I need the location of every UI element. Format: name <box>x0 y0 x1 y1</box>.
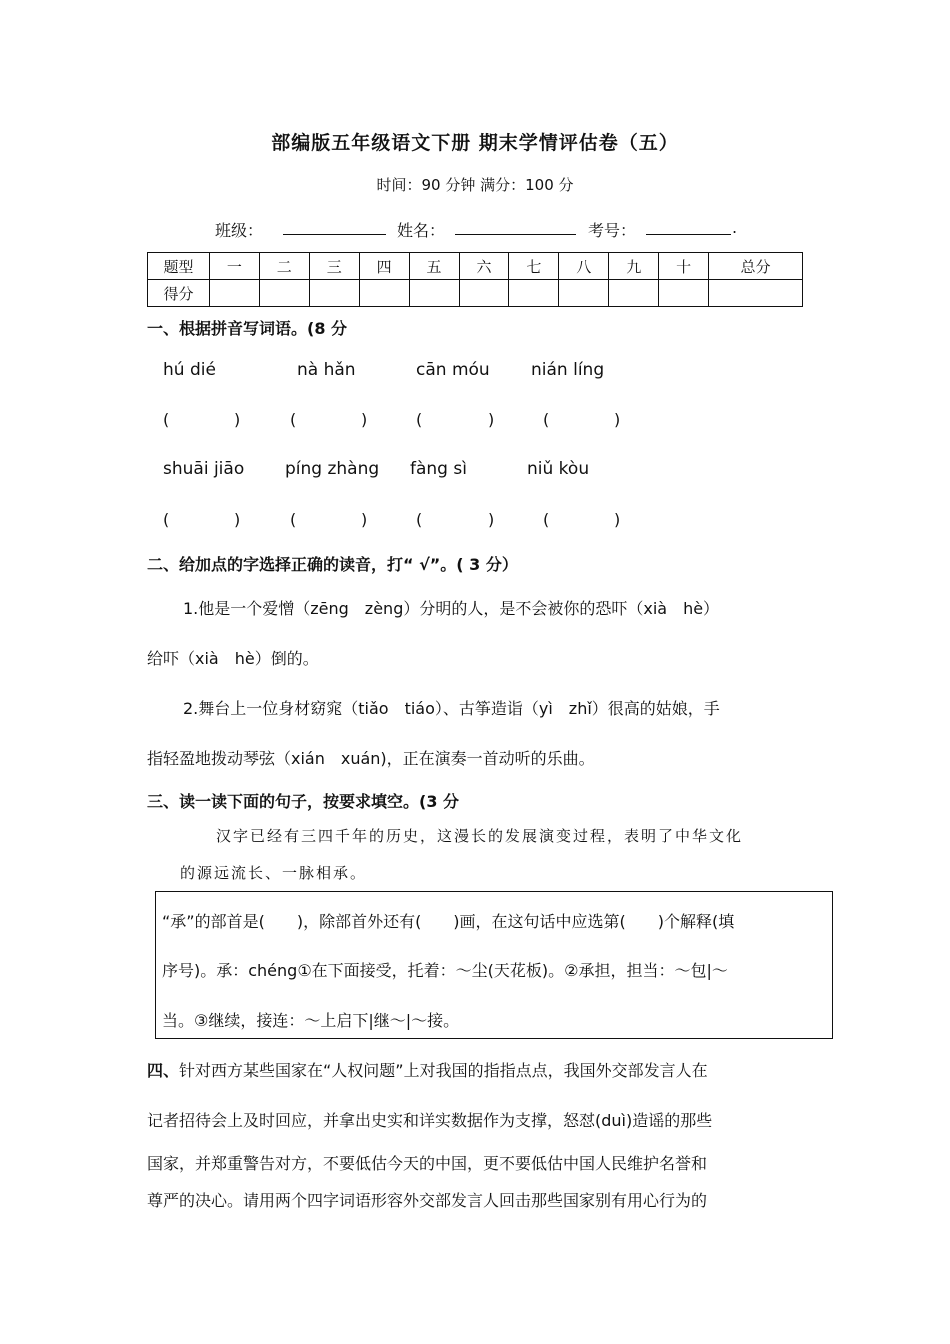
score-cell[interactable] <box>509 280 559 307</box>
answer-close-paren: ) <box>614 410 621 429</box>
answer-close-paren: ) <box>614 510 621 529</box>
section4-label: 四、 <box>147 1061 180 1080</box>
column-header: 十 <box>659 253 709 280</box>
section1-heading: 一、根据拼音写词语。(8 分 <box>147 319 348 338</box>
score-cell[interactable] <box>359 280 409 307</box>
passage-line: 汉字已经有三四千年的历史，这漫长的发展演变过程，表明了中华文化 <box>216 827 744 845</box>
column-header: 四 <box>359 253 409 280</box>
pinyin-item: nián líng <box>531 360 605 380</box>
answer-close-paren: ) <box>488 510 495 529</box>
pinyin-item: nà hǎn <box>297 360 356 380</box>
passage-line: 的源远流长、一脉相承。 <box>180 864 368 882</box>
score-cell[interactable] <box>459 280 509 307</box>
score-cell[interactable] <box>709 280 803 307</box>
answer-close-paren: ) <box>488 410 495 429</box>
answer-open-paren: ( <box>416 410 423 429</box>
pinyin-item: hú dié <box>163 360 216 380</box>
section3-heading: 三、读一读下面的句子，按要求填空。(3 分 <box>147 792 460 811</box>
score-cell[interactable] <box>659 280 709 307</box>
name-label: 姓名： <box>397 221 446 240</box>
answer-close-paren: ) <box>234 410 241 429</box>
column-header: 三 <box>309 253 359 280</box>
box-line: 序号)。承：chéng①在下面接受，托着：～尘(天花板)。②承担，担当：～包|～ <box>162 961 728 980</box>
score-cell[interactable] <box>559 280 609 307</box>
pinyin-item: fàng sì <box>410 459 467 479</box>
answer-open-paren: ( <box>163 510 170 529</box>
exam-time-score: 时间：90 分钟 满分：100 分 <box>376 176 574 194</box>
answer-open-paren: ( <box>290 410 297 429</box>
id-end: . <box>732 218 738 237</box>
answer-close-paren: ) <box>361 410 368 429</box>
answer-open-paren: ( <box>163 410 170 429</box>
score-cell[interactable] <box>609 280 659 307</box>
answer-close-paren: ) <box>234 510 241 529</box>
column-header: 七 <box>509 253 559 280</box>
pinyin-item: píng zhàng <box>285 459 380 479</box>
question-line: 1.他是一个爱憎（zēng zèng）分明的人，是不会被你的恐吓（xià hè） <box>183 599 720 618</box>
score-cell[interactable] <box>259 280 309 307</box>
section4-line: 记者招待会上及时回应，并拿出史实和详实数据作为支撑，怒怼(duì)造谣的那些 <box>147 1111 713 1130</box>
pinyin-item: shuāi jiāo <box>163 459 245 479</box>
section2-heading: 二、给加点的字选择正确的读音，打“ √”。( 3 分） <box>147 555 518 574</box>
score-cell[interactable] <box>309 280 359 307</box>
section4-paragraph <box>147 1058 708 1081</box>
answer-open-paren: ( <box>290 510 297 529</box>
id-blank[interactable] <box>646 218 731 235</box>
answer-open-paren: ( <box>543 410 550 429</box>
score-cell[interactable] <box>409 280 459 307</box>
answer-open-paren: ( <box>543 510 550 529</box>
class-blank[interactable] <box>283 218 386 235</box>
column-header: 二 <box>259 253 309 280</box>
column-header: 八 <box>559 253 609 280</box>
question-line: 指轻盈地拨动琴弦（xián xuán)，正在演奏一首动听的乐曲。 <box>147 749 595 768</box>
row-label: 得分 <box>148 280 210 307</box>
id-label: 考号： <box>588 221 637 240</box>
column-header: 总分 <box>709 253 803 280</box>
column-header: 一 <box>209 253 259 280</box>
pinyin-item: cān móu <box>416 360 490 380</box>
score-table <box>147 252 803 307</box>
score-cell[interactable] <box>209 280 259 307</box>
question-line: 2.舞台上一位身材窈窕（tiǎo tiáo）、古筝造诣（yì zhǐ）很高的姑娘，手 <box>183 699 720 718</box>
box-line: 当。③继续，接连：～上启下|继～|～接。 <box>162 1011 460 1030</box>
section4-line: 国家，并郑重警告对方，不要低估今天的中国，更不要低估中国人民维护名誉和 <box>147 1154 708 1173</box>
column-header: 五 <box>409 253 459 280</box>
section4-line: 尊严的决心。请用两个四字词语形容外交部发言人回击那些国家别有用心行为的 <box>147 1191 708 1210</box>
answer-close-paren: ) <box>361 510 368 529</box>
pinyin-item: niǔ kòu <box>527 459 590 479</box>
answer-open-paren: ( <box>416 510 423 529</box>
column-header: 九 <box>609 253 659 280</box>
page-title: 部编版五年级语文下册 期末学情评估卷（五） <box>271 132 679 154</box>
class-label: 班级： <box>215 221 264 240</box>
box-line: “承”的部首是( )，除部首外还有( )画，在这句话中应选第( )个解释(填 <box>162 912 735 931</box>
section4-line: 针对西方某些国家在“人权问题”上对我国的指指点点，我国外交部发言人在 <box>179 1061 708 1080</box>
column-header: 六 <box>459 253 509 280</box>
table-row <box>148 280 803 307</box>
table-row <box>148 253 803 280</box>
name-blank[interactable] <box>455 218 576 235</box>
row-label: 题型 <box>148 253 210 280</box>
question-line: 给吓（xià hè）倒的。 <box>147 649 319 668</box>
